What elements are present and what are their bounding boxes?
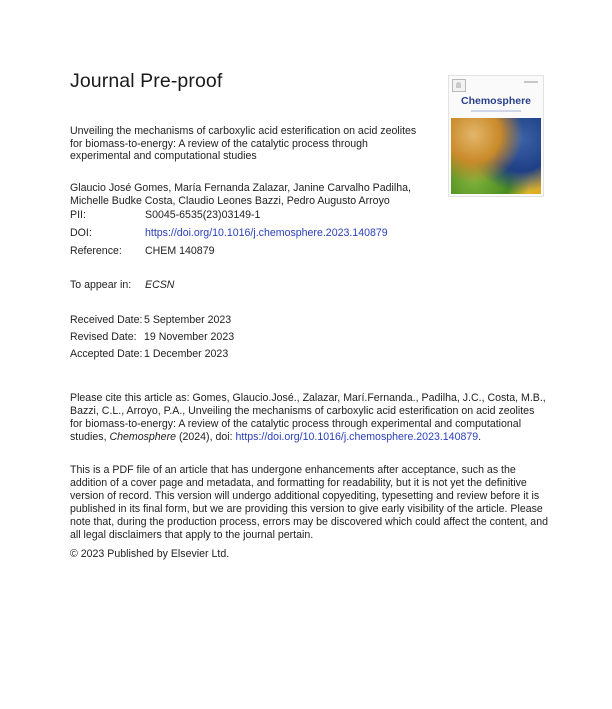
article-title: Unveiling the mechanisms of carboxylic acid esterification on acid zeolites for biomass-to-energy: A review of the catalytic process through experimental and computational studies (70, 125, 417, 163)
appear-in-value: ECSN (145, 279, 175, 291)
copyright-notice: © 2023 Published by Elsevier Ltd. (70, 548, 230, 560)
accepted-date-label: Accepted Date: (70, 348, 143, 360)
pre-proof-notice: This is a PDF file of an article that has undergone enhancements after acceptance, such as the addition of a cover page and metadata, and formatting for readability, but it is not yet the definitive version of record. This version will undergo additional copyediting, typesetting and review before it is published in its final form, but we are providing this version to give early visibility of the article. Please note that, during the production process, errors may be discovered which could affect the content, and all legal disclaimers that apply to the journal pertain. (70, 464, 548, 541)
revised-date-label: Revised Date: (70, 331, 137, 343)
accepted-date-value: 1 December 2023 (144, 348, 229, 360)
citation-year: (2024), doi: (176, 430, 236, 443)
doi-label: DOI: (70, 227, 92, 239)
cover-tagline-mark (471, 110, 521, 112)
appear-in-label: To appear in: (70, 279, 132, 291)
citation-paragraph (70, 392, 548, 444)
received-date-label: Received Date: (70, 314, 143, 326)
cover-journal-name: Chemosphere (460, 95, 532, 107)
citation-journal: Chemosphere (109, 430, 176, 443)
citation-doi-link[interactable]: https://doi.org/10.1016/j.chemosphere.2023.140879 (235, 430, 479, 443)
revised-date-value: 19 November 2023 (144, 331, 235, 343)
citation-text: Please cite this article as: Gomes, Glaucio.José., Zalazar, Marí.Fernanda., Padilha, J.C., Costa, M.B., Bazzi, C.L., Arroyo, P.A., Unveiling the mechanisms of carboxylic acid esterification on acid zeolites for biomass-to-energy: A review of the catalytic process through experimental and computational studies, (70, 392, 546, 443)
cover-artwork (451, 118, 541, 194)
cover-issn-mark (524, 81, 538, 83)
received-date-value: 5 September 2023 (144, 314, 232, 326)
article-authors: Glaucio José Gomes, María Fernanda Zalazar, Janine Carvalho Padilha, Michelle Budke Costa, Claudio Leones Bazzi, Pedro Augusto Arroyo (70, 182, 411, 207)
journal-cover-image (448, 75, 544, 197)
pii-value: S0045-6535(23)03149-1 (145, 209, 261, 221)
doi-link[interactable]: https://doi.org/10.1016/j.chemosphere.2023.140879 (145, 227, 388, 239)
journal-pre-proof-heading: Journal Pre-proof (70, 70, 223, 92)
pii-label: PII: (70, 209, 86, 221)
reference-value: CHEM 140879 (145, 245, 215, 257)
reference-label: Reference: (70, 245, 122, 257)
elsevier-logo-icon (452, 79, 466, 92)
citation-end: . (478, 430, 482, 443)
